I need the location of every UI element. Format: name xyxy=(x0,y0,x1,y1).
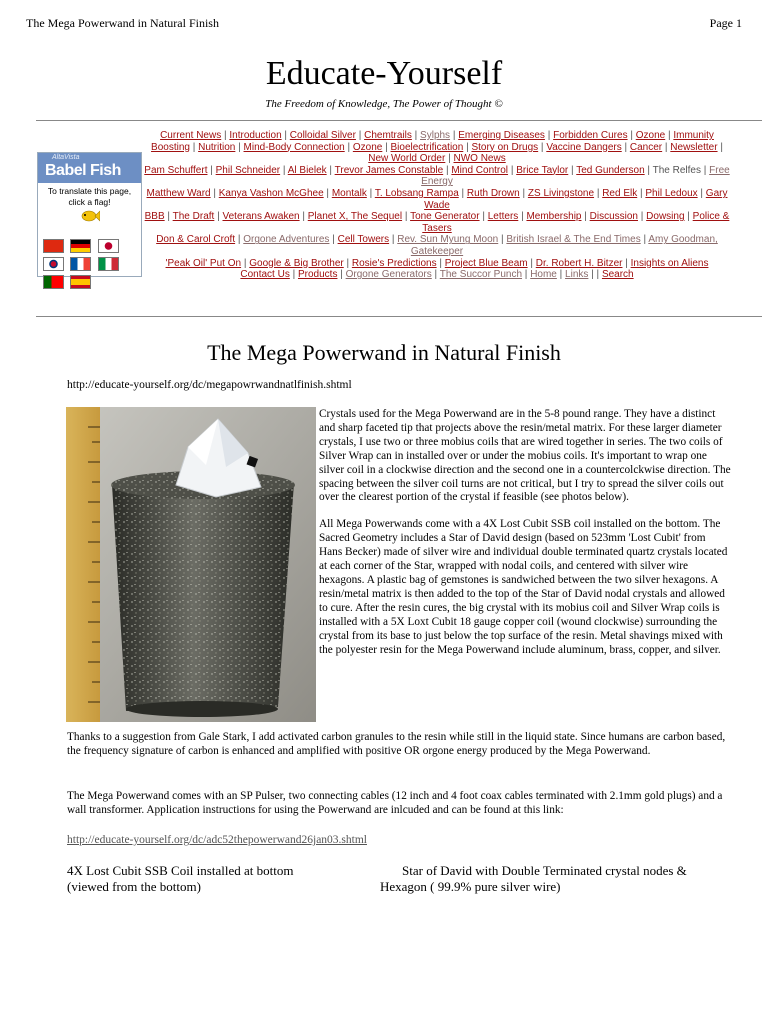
nav-link[interactable]: Search xyxy=(601,269,634,281)
powerwand-photo xyxy=(66,407,316,722)
article-url: http://educate-yourself.org/dc/megapowrwandnatlfinish.shtml xyxy=(67,379,352,391)
top-divider xyxy=(36,120,762,121)
nav-link[interactable]: Phil Ledoux xyxy=(645,187,698,199)
nav-link[interactable]: Sylphs xyxy=(420,130,451,141)
flag-germany-icon[interactable] xyxy=(70,239,91,253)
nav-link[interactable]: The Draft xyxy=(172,211,215,223)
article-paragraph: Thanks to a suggestion from Gale Stark, I add activated carbon granules to the resin while still in the liquid state. Since humans are carbon based, the frequency signature of carbon is enhanced and amplified with positive OR orgone energy produced by the Mega Powerwand. xyxy=(67,731,726,757)
nav-link[interactable]: Ozone xyxy=(635,130,666,141)
nav-divider xyxy=(36,316,762,317)
nav-link[interactable]: Montalk xyxy=(331,187,367,199)
nav-link[interactable]: Rosie's Predictions xyxy=(351,257,437,269)
caption-right: Star of David with Double Terminated crystal nodes & Hexagon ( 99.9% pure silver wire) xyxy=(380,863,687,894)
nav-link[interactable]: ZS Livingstone xyxy=(527,187,595,199)
nav-link[interactable]: Ozone xyxy=(352,141,383,153)
nav-row: Current News | Introduction | Colloidal Silver | Chemtrails | Sylphs | Emerging Diseases | Forbidden Cures | Ozone | Immunity Boosting | Nutrition | Mind-Body Connection | Ozone | Bioelectrification | Story on Drugs | Vaccine Dangers | Cancer | Newsletter | New World Order | NWO News xyxy=(151,130,723,165)
powerwand-instructions-link[interactable]: http://educate-yourself.org/dc/adc52thepowerwand26jan03.shtml xyxy=(67,834,367,846)
nav-link[interactable]: Kanya Vashon McGhee xyxy=(218,187,324,199)
nav-link[interactable]: Pam Schuffert xyxy=(144,164,208,176)
babelfish-instruction-2: click a flag! xyxy=(68,197,111,207)
nav-link[interactable]: New World Order xyxy=(368,153,446,165)
article-paragraph: All Mega Powerwands come with a 4X Lost Cubit SSB coil installed on the bottom. The Sacred Geometry includes a Star of David design (based on 523mm 'Lost Cubit' from Hans Becker) made of silver wire and individual double terminated quartz crystals located at each corner of the Star, wrapped with nodal coils, and centered with silver wire hexagons. A plastic bag of gemstones is sandwiched between the two silver hexagons. A resin/metal matrix is then added to the top of the Star of David nodal crystals and allowed to cure. After the resin cures, the big crystal with its mobius coil and Silver Wrap coils is installed with a 5X Loxt Cubit 18 gauge copper coil (wound clockwise) surrounding the crystal from its base to just below the top surface of the resin. Metal shavings mixed with the polyester resin for the Mega Powerwand include aluminum, brass, copper, and silver. xyxy=(319,518,728,656)
babelfish-logo xyxy=(38,153,141,183)
nav-row: Don & Carol Croft | Orgone Adventures | Cell Towers | Rev. Sun Myung Moon | British Israel & The End Times | Amy Goodman, Gatekeeper xyxy=(156,234,718,257)
nav-link[interactable]: Amy Goodman, Gatekeeper xyxy=(410,234,718,257)
article-paragraph: Crystals used for the Mega Powerwand are in the 5-8 pound range. They have a distinct and sharp faceted tip that projects above the resin/metal matrix. For these larger diameter crystals, I use two or three mobius coils that are wired together in series. The two coils of Silver Wrap can in installed over or under the mobius coils. It's important to wrap one silver coil in a clockwise direction and the second one in a countercolckwise direction. The spacing between the silver coil turns are not critical, but I try to spread the silver coils out over the clearest portion of the crystal if feasible (see photos below). xyxy=(319,408,731,504)
nav-link[interactable]: Project Blue Beam xyxy=(444,257,528,269)
site-title: Educate-Yourself xyxy=(265,55,503,92)
nav-link[interactable]: Insights on Aliens xyxy=(630,257,709,269)
nav-link[interactable]: Introduction xyxy=(229,130,282,141)
nav-link[interactable]: Immunity Boosting xyxy=(151,130,714,153)
nav-link[interactable]: Gary Wade xyxy=(424,187,728,211)
nav-link[interactable]: Story on Drugs xyxy=(471,141,539,153)
nav-link[interactable]: Cell Towers xyxy=(337,234,390,246)
nav-link[interactable]: The Succor Punch xyxy=(439,269,523,281)
nav-link[interactable]: Colloidal Silver xyxy=(289,130,356,141)
nav-link[interactable]: Don & Carol Croft xyxy=(156,234,236,246)
nav-link[interactable]: Red Elk xyxy=(602,187,638,199)
nav-link[interactable]: Emerging Diseases xyxy=(458,130,545,141)
nav-link[interactable]: Home xyxy=(530,269,557,281)
babelfish-brand: Babel Fish xyxy=(45,162,121,179)
flag-france-icon[interactable] xyxy=(70,257,91,271)
flag-china-icon[interactable] xyxy=(43,239,64,253)
nav-link[interactable]: Bioelectrification xyxy=(390,141,464,153)
babelfish-brand-small: AltaVista xyxy=(52,154,80,161)
nav-link[interactable]: NWO News xyxy=(453,153,506,165)
flag-list xyxy=(43,239,137,293)
nav-row: 'Peak Oil' Put On | Google & Big Brother | Rosie's Predictions | Project Blue Beam | Dr. Robert H. Bitzer | Insights on Aliens xyxy=(165,257,709,269)
nav-link[interactable]: Newsletter xyxy=(670,141,718,153)
nav-link[interactable]: Free Energy xyxy=(421,164,730,188)
nav-link[interactable]: Letters xyxy=(487,211,519,223)
nav-row: Matthew Ward | Kanya Vashon McGhee | Montalk | T. Lobsang Rampa | Ruth Drown | ZS Livingstone | Red Elk | Phil Ledoux | Gary Wade xyxy=(146,187,728,211)
nav-row: Contact Us | Products | Orgone Generators | The Succor Punch | Home | Links | | Search xyxy=(240,269,634,281)
nav-link[interactable]: Forbidden Cures xyxy=(553,130,628,141)
nav-link[interactable]: Mind-Body Connection xyxy=(243,141,345,153)
nav-link[interactable]: Trevor James Constable xyxy=(334,164,444,176)
nav-link[interactable]: Rev. Sun Myung Moon xyxy=(397,234,499,246)
nav-link[interactable]: Ted Gunderson xyxy=(576,164,645,176)
flag-japan-icon[interactable] xyxy=(98,239,119,253)
nav-link[interactable]: Contact Us xyxy=(240,269,290,281)
article-paragraph: The Mega Powerwand comes with an SP Pulser, two connecting cables (12 inch and 4 foot coax cables terminated with 2.1mm gold plugs) and a wall transformer. Application instructions for using the Powerwand are inlcuded and can be found at this link: xyxy=(67,790,723,816)
nav-link[interactable]: Dowsing xyxy=(646,211,685,223)
fish-icon xyxy=(80,210,100,222)
nav-link[interactable]: Police & Tasers xyxy=(422,211,730,234)
nav-link: The Relfes xyxy=(652,164,701,176)
page-number: Page 1 xyxy=(709,16,742,30)
nav-link[interactable]: Planet X, The Sequel xyxy=(307,211,403,223)
nav-link[interactable]: Brice Taylor xyxy=(516,164,569,176)
nav-link[interactable]: Mind Control xyxy=(451,164,509,176)
nav-link[interactable]: Tone Generator xyxy=(410,211,480,223)
nav-link[interactable]: Chemtrails xyxy=(364,130,412,141)
nav-link[interactable]: Links xyxy=(565,269,589,281)
nav-link[interactable]: Veterans Awaken xyxy=(222,211,300,223)
nav-link[interactable]: Products xyxy=(297,269,338,281)
nav-link[interactable]: Orgone Generators xyxy=(345,269,432,281)
nav-link[interactable]: British Israel & The End Times xyxy=(506,234,641,246)
nav-link[interactable]: BBB xyxy=(144,211,165,223)
nav-link[interactable]: Current News xyxy=(160,130,222,141)
nav-link[interactable]: Nutrition xyxy=(198,141,236,153)
flag-korea-icon[interactable] xyxy=(43,257,64,271)
flag-italy-icon[interactable] xyxy=(98,257,119,271)
nav-link[interactable]: 'Peak Oil' Put On xyxy=(165,257,242,269)
nav-link[interactable]: Dr. Robert H. Bitzer xyxy=(535,257,623,269)
nav-link[interactable]: Vaccine Dangers xyxy=(546,141,622,153)
nav-row: Pam Schuffert | Phil Schneider | Al Bielek | Trevor James Constable | Mind Control | Brice Taylor | Ted Gunderson | The Relfes | Free Energy xyxy=(144,164,730,188)
nav-link[interactable]: Matthew Ward xyxy=(146,187,211,199)
nav-link[interactable]: Membership xyxy=(526,211,582,223)
flag-spain-icon[interactable] xyxy=(70,275,91,289)
site-tagline: The Freedom of Knowledge, The Power of Thought © xyxy=(265,98,503,110)
nav-link[interactable]: Discussion xyxy=(589,211,638,223)
babelfish-widget[interactable] xyxy=(37,152,142,277)
caption-left: 4X Lost Cubit SSB Coil installed at bottom (viewed from the bottom) xyxy=(67,863,294,894)
article-title: The Mega Powerwand in Natural Finish xyxy=(207,340,561,365)
site-navigation xyxy=(142,130,732,281)
nav-link[interactable]: Phil Schneider xyxy=(215,164,281,176)
nav-link[interactable]: Google & Big Brother xyxy=(249,257,344,269)
nav-link[interactable]: T. Lobsang Rampa xyxy=(374,187,459,199)
page-header-title: The Mega Powerwand in Natural Finish xyxy=(26,16,219,30)
flag-portugal-icon[interactable] xyxy=(43,275,64,289)
nav-row: BBB | The Draft | Veterans Awaken | Planet X, The Sequel | Tone Generator | Letters | Membership | Discussion | Dowsing | Police & Tasers xyxy=(144,211,730,234)
nav-link[interactable]: Cancer xyxy=(629,141,663,153)
nav-link[interactable]: Al Bielek xyxy=(287,164,327,176)
babelfish-instruction: To translate this page, xyxy=(47,186,132,196)
nav-link[interactable]: Orgone Adventures xyxy=(243,234,330,246)
nav-link[interactable]: Ruth Drown xyxy=(466,187,520,199)
